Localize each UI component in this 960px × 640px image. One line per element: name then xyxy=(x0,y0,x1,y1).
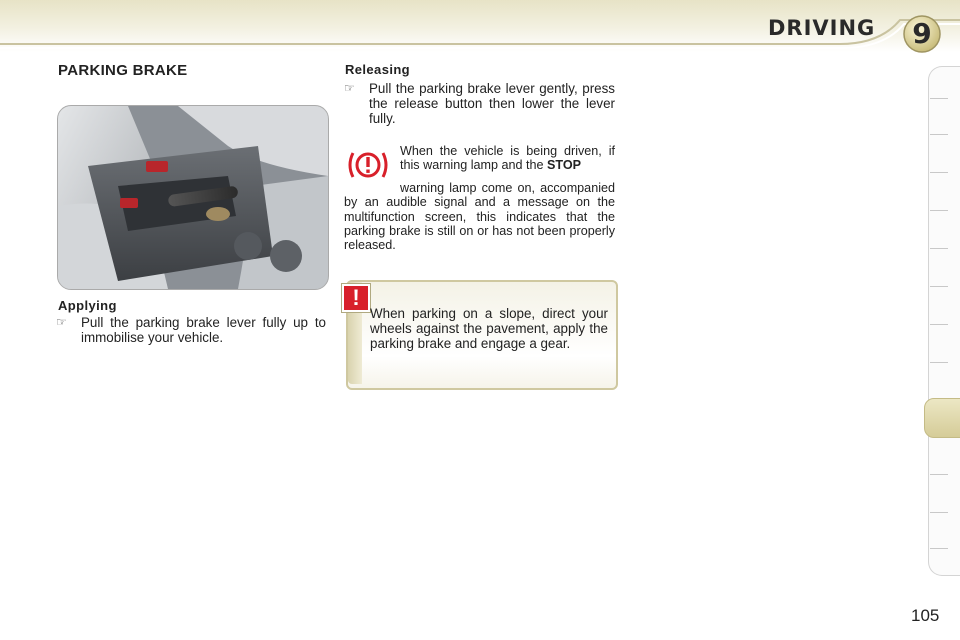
warning-badge-label: ! xyxy=(352,285,360,310)
applying-heading: Applying xyxy=(58,298,117,313)
tab-divider xyxy=(930,286,948,287)
chapter-tab-strip xyxy=(928,66,960,576)
applying-text: Pull the parking brake lever fully up to immobilise your vehicle. xyxy=(81,315,326,345)
chapter-number: 9 xyxy=(912,17,932,50)
applying-instruction xyxy=(56,315,326,345)
tab-divider xyxy=(930,512,948,513)
tab-divider xyxy=(930,548,948,549)
tab-divider xyxy=(930,210,948,211)
section-title: PARKING BRAKE xyxy=(58,62,188,79)
tab-divider xyxy=(930,134,948,135)
warning-text-part1: When the vehicle is being driven, if this warning lamp and the xyxy=(400,144,615,173)
warning-text-top xyxy=(400,144,615,173)
tab-divider xyxy=(930,474,948,475)
pointing-hand-icon: ☞ xyxy=(56,315,67,329)
tab-divider xyxy=(930,172,948,173)
releasing-text: Pull the parking brake lever gently, press the release button then lower the lever fully. xyxy=(369,81,615,126)
chapter-tab-active[interactable] xyxy=(924,398,960,438)
pointing-hand-icon: ☞ xyxy=(344,81,355,95)
releasing-instruction xyxy=(344,81,615,126)
chapter-title: DRIVING xyxy=(768,16,876,40)
page-number: 105 xyxy=(911,606,940,625)
tab-divider xyxy=(930,248,948,249)
tab-divider xyxy=(930,98,948,99)
brake-warning-lamp-icon xyxy=(346,145,390,185)
stop-label: STOP xyxy=(547,158,582,173)
warning-text-bottom: warning lamp come on, accompanied by an audible signal and a message on the multifunction screen, this indicates that the parking brake is still on or has not been properly released. xyxy=(344,181,615,253)
tab-divider xyxy=(930,324,948,325)
tab-divider xyxy=(930,362,948,363)
releasing-heading: Releasing xyxy=(345,62,411,77)
note-text: When parking on a slope, direct your wheels against the pavement, apply the parking brake and engage a gear. xyxy=(370,306,608,351)
parking-brake-photo xyxy=(57,105,329,290)
